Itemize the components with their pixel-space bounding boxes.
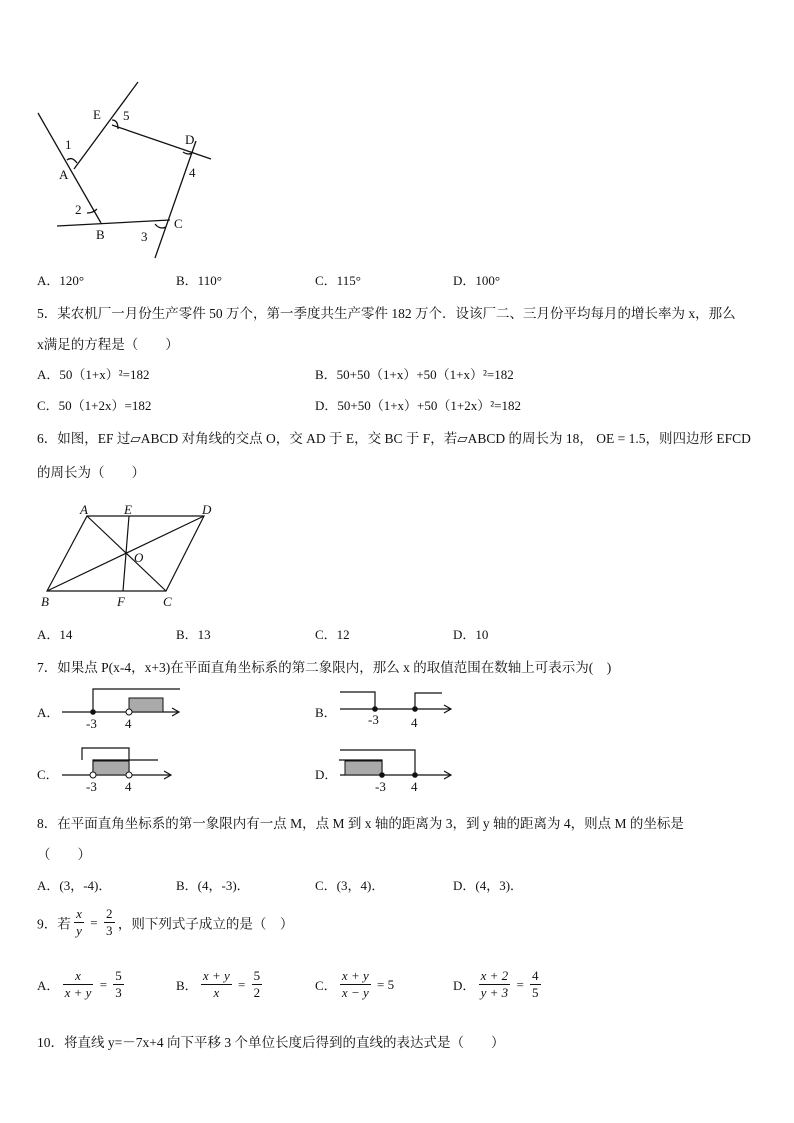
q4-option-d[interactable]: D．100° — [453, 273, 501, 288]
tick-label-right: 4 — [125, 779, 132, 794]
label-3: 3 — [141, 229, 148, 244]
q6-option-b[interactable]: B．13 — [176, 627, 211, 642]
label-1: 1 — [65, 137, 72, 152]
option-ratio — [252, 968, 263, 1001]
numberline-b — [340, 692, 451, 730]
label-b: B — [96, 227, 105, 242]
fraction-denominator: 2 — [253, 985, 261, 1000]
label-b: B — [41, 594, 49, 609]
q5-option-b[interactable]: B．50+50（1+x）+50（1+x）²=182 — [315, 367, 514, 382]
fraction-numerator: x + y — [202, 968, 230, 983]
fraction-numerator: x + 2 — [480, 968, 509, 983]
label-4: 4 — [189, 165, 196, 180]
q9-option-b[interactable] — [176, 968, 262, 1001]
fraction-numerator: 5 — [115, 968, 122, 983]
q8-option-b[interactable]: B．(4，-3)． — [176, 878, 250, 893]
fraction-denominator: y + 3 — [480, 985, 509, 1000]
q8-option-c[interactable]: C．(3，4)． — [315, 878, 385, 893]
fraction-denominator: y — [76, 923, 82, 938]
q7-stem: 7．如果点 P(x-4，x+3)在平面直角坐标系的第二象限内，那么 x 的取值范围在数轴上可表示为( ) — [37, 660, 612, 675]
numberline-c — [62, 748, 171, 794]
q4-option-c[interactable]: C．115° — [315, 273, 361, 288]
q5-stem-line1: 5．某农机厂一月份生产零件 50 万个，第一季度共生产零件 182 万个．设该厂二、三月份平均每月的增长率为 x，那么 — [37, 306, 736, 321]
q5-stem-line2: x满足的方程是（ ） — [37, 337, 179, 352]
q8-option-a[interactable]: A．(3，-4)． — [37, 878, 112, 893]
label-a: A — [59, 167, 69, 182]
label-d: D — [202, 502, 212, 517]
q4-option-b[interactable]: B．110° — [176, 273, 222, 288]
q8-stem-line2: （ ） — [37, 847, 91, 862]
equals-sign: = — [516, 976, 524, 992]
q5-option-d[interactable]: D．50+50（1+x）+50（1+2x）²=182 — [315, 398, 521, 413]
tick-label-right: 4 — [411, 715, 418, 730]
fraction-denominator: 3 — [115, 985, 122, 1000]
fraction-denominator: x — [213, 985, 220, 1000]
q9-stem — [37, 906, 293, 939]
tick-label-left: -3 — [368, 712, 379, 727]
q9-option-c[interactable] — [315, 968, 397, 1001]
equals-five: = 5 — [376, 976, 395, 992]
q8-option-d[interactable]: D．(4，3)． — [453, 878, 524, 893]
given-fraction — [74, 906, 84, 939]
label-f: F — [117, 594, 125, 609]
numberline-a — [62, 689, 180, 731]
option-fraction — [201, 968, 232, 1001]
label-5: 5 — [123, 108, 130, 123]
option-fraction — [340, 968, 371, 1001]
label-d: D — [185, 132, 195, 147]
tick-label-left: -3 — [375, 779, 386, 794]
q6-option-a[interactable]: A．14 — [37, 627, 73, 642]
q7-option-d[interactable]: D． — [315, 767, 338, 782]
fraction-numerator: x — [76, 906, 82, 921]
q9-option-d[interactable] — [453, 968, 541, 1001]
tick-label-right: 4 — [125, 716, 132, 731]
q7-option-c[interactable]: C． — [37, 767, 59, 782]
fraction-numerator: x — [63, 968, 94, 985]
tick-label-left: -3 — [86, 716, 97, 731]
option-label: D． — [453, 978, 476, 993]
option-label: A． — [37, 978, 60, 993]
tick-label-left: -3 — [86, 779, 97, 794]
q9-prefix: 9．若 — [37, 916, 71, 932]
q9-suffix: ，则下列式子成立的是（ ） — [117, 916, 294, 932]
equals-sign: = — [90, 914, 98, 930]
q6-option-d[interactable]: D．10 — [453, 627, 489, 642]
equals-sign: = — [237, 976, 246, 992]
label-o: O — [134, 550, 144, 565]
q9-option-a[interactable] — [37, 968, 124, 1001]
fraction-denominator: x − y — [341, 985, 369, 1000]
fraction-denominator: x + y — [64, 985, 92, 1000]
label-a: A — [80, 502, 88, 517]
label-c: C — [174, 216, 183, 231]
fraction-numerator: 5 — [253, 968, 261, 983]
q6-stem-line1: 6．如图，EF 过▱ABCD 对角线的交点 O，交 AD 于 E，交 BC 于 F，若▱ABCD 的周长为 18， OE = 1.5，则四边形 EFCD — [37, 431, 751, 446]
fraction-numerator: x + y — [341, 968, 369, 983]
fraction-numerator: 4 — [532, 968, 539, 983]
label-e: E — [124, 502, 132, 517]
q4-option-a[interactable]: A．120° — [37, 273, 85, 288]
option-fraction — [63, 968, 94, 1001]
fraction-denominator: 3 — [106, 923, 113, 938]
label-2: 2 — [75, 202, 82, 217]
q10-stem: 10．将直线 y=－7x+4 向下平移 3 个单位长度后得到的直线的表达式是（ ） — [37, 1035, 505, 1050]
fraction-denominator: 5 — [532, 985, 539, 1000]
q5-option-a[interactable]: A．50（1+x）²=182 — [37, 367, 150, 382]
q6-stem-line2: 的周长为（ ） — [37, 465, 145, 480]
tick-label-right: 4 — [411, 779, 418, 794]
option-label: B． — [176, 978, 198, 993]
numberline-d — [339, 750, 451, 794]
option-ratio — [113, 968, 124, 1001]
q5-option-c[interactable]: C．50（1+2x）=182 — [37, 398, 152, 413]
equals-sign: = — [99, 976, 108, 992]
q6-option-c[interactable]: C．12 — [315, 627, 350, 642]
option-ratio — [530, 968, 541, 1001]
label-c: C — [163, 594, 172, 609]
fraction-numerator: 2 — [106, 906, 113, 921]
given-ratio — [104, 906, 115, 939]
q7-option-b[interactable]: B． — [315, 705, 337, 720]
label-e: E — [93, 107, 101, 122]
option-fraction — [479, 968, 511, 1001]
q7-option-a[interactable]: A． — [37, 705, 60, 720]
option-label: C． — [315, 978, 337, 993]
q8-stem-line1: 8．在平面直角坐标系的第一象限内有一点 M，点 M 到 x 轴的距离为 3，到 y 轴的距离为 4，则点 M 的坐标是 — [37, 816, 684, 831]
